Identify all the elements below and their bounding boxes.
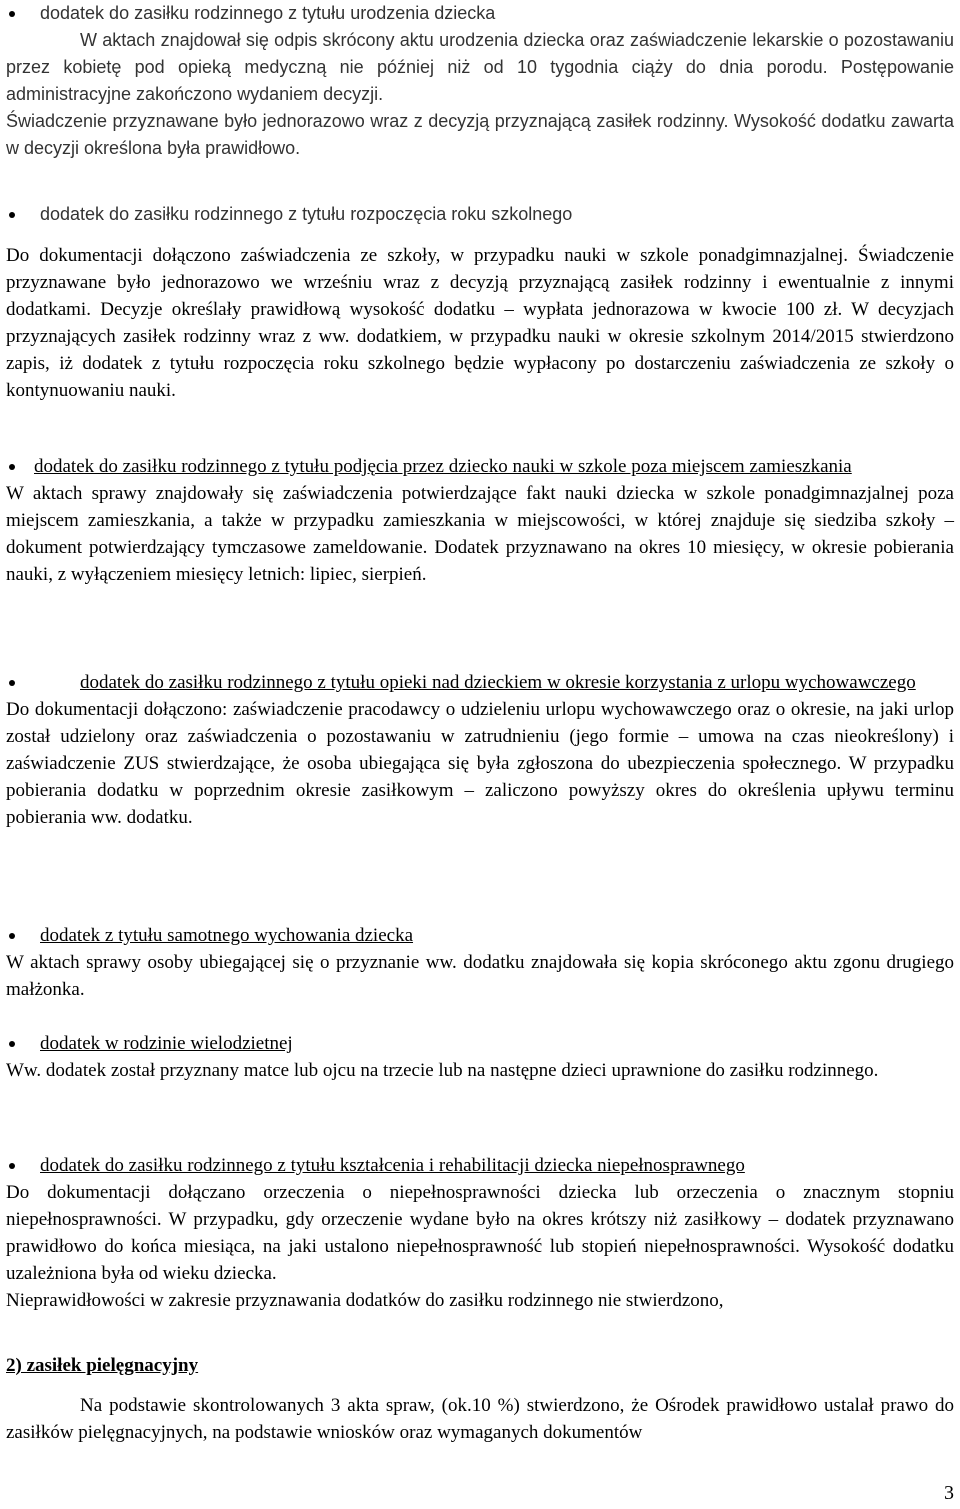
paragraph: Świadczenie przyznawane było jednorazowo wraz z decyzją przyznającą zasiłek rodzinny. Wysokość dodatku zawarta w decyzji określona była prawidłowo. bbox=[6, 111, 954, 158]
section-heading: dodatek z tytułu samotnego wychowania dziecka bbox=[40, 925, 414, 946]
bullet-heading bbox=[6, 201, 954, 228]
paragraph: Na podstawie skontrolowanych 3 akta spraw, (ok.10 %) stwierdzono, że Ośrodek prawidłowo ustalał prawo do zasiłków pielęgnacyjnych, na podstawie wniosków oraz wymaganych dokumentów bbox=[6, 1395, 954, 1443]
section-heading: dodatek do zasiłku rodzinnego z tytułu urodzenia dziecka bbox=[40, 3, 496, 23]
paragraph: Do dokumentacji dołączano orzeczenia o niepełnosprawności dziecka lub orzeczenia o znacznym stopniu niepełnosprawności. W przypadku, gdy orzeczenie wydane było na okres krótszy niż zasiłkowy – dodatek przyznawano prawidłowo do końca miesiąca, na jaki ustalono niepełnosprawność lub stopień niepełnosprawności. Wysokość dodatku uzależniona była od wieku dziecka. bbox=[6, 1182, 954, 1284]
summary-paragraph: Nieprawidłowości w zakresie przyznawania dodatków do zasiłku rodzinnego nie stwierdzono, bbox=[6, 1290, 724, 1311]
paragraph: W aktach sprawy znajdowały się zaświadczenia potwierdzające fakt nauki dziecka w szkole ponadgimnazjalnej poza miejscem zamieszkania, a także w przypadku zamieszkania w miejscowości, w której znajduje się siedziba szkoły – dokument potwierdzający tymczasowe zameldowanie. Dodatek przyznawano na okres 10 miesięcy, w okresie pobierania nauki, z wyłączeniem miesięcy letnich: lipiec, sierpień. bbox=[6, 483, 954, 585]
section-heading: dodatek w rodzinie wielodzietnej bbox=[40, 1033, 293, 1054]
section-heading: dodatek do zasiłku rodzinnego z tytułu podjęcia przez dziecko nauki w szkole poza miejscem zamieszkania bbox=[34, 456, 852, 477]
section-single-parent-supplement bbox=[6, 922, 954, 1003]
section-heading: dodatek do zasiłku rodzinnego z tytułu opieki nad dzieckiem w okresie korzystania z urlopu wychowawczego bbox=[80, 672, 916, 693]
bullet-heading bbox=[6, 0, 954, 27]
bullet-heading bbox=[6, 1152, 954, 1179]
paragraph: W aktach znajdował się odpis skrócony aktu urodzenia dziecka oraz zaświadczenie lekarskie o pozostawaniu przez kobietę pod opieką medyczną nie później niż od 10 tygodnia ciąży do dnia porodu. Postępowanie administracyjne zakończono wydaniem decyzji. bbox=[6, 30, 954, 104]
section-heading: 2) zasiłek pielęgnacyjny bbox=[6, 1355, 199, 1376]
bullet-heading bbox=[6, 453, 954, 480]
bullet-heading bbox=[6, 922, 954, 949]
section-care-allowance bbox=[6, 1352, 954, 1446]
section-large-family-supplement bbox=[6, 1030, 954, 1084]
section-school-year-supplement bbox=[6, 201, 954, 404]
section-parental-leave-supplement bbox=[6, 669, 954, 831]
section-heading: dodatek do zasiłku rodzinnego z tytułu rozpoczęcia roku szkolnego bbox=[40, 204, 573, 224]
paragraph: W aktach sprawy osoby ubiegającej się o przyznanie ww. dodatku znajdowała się kopia skróconego aktu zgonu drugiego małżonka. bbox=[6, 952, 954, 1000]
section-education-away-supplement bbox=[6, 453, 954, 588]
paragraph: Ww. dodatek został przyznany matce lub ojcu na trzecie lub na następne dzieci uprawnione do zasiłku rodzinnego. bbox=[6, 1060, 879, 1081]
bullet-heading bbox=[6, 669, 954, 696]
section-disabled-child-supplement bbox=[6, 1152, 954, 1314]
section-birth-supplement bbox=[6, 0, 954, 162]
bullet-heading bbox=[6, 1030, 954, 1057]
page-number: 3 bbox=[944, 1482, 954, 1504]
paragraph: Do dokumentacji dołączono: zaświadczenie pracodawcy o udzieleniu urlopu wychowawczego oraz o okresie, na jaki urlop został udzielony oraz zaświadczenia o pozostawaniu w zatrudnieniu (jego formie – umowa na czas nieokreślony) i zaświadczenie ZUS stwierdzające, że osoba ubiegająca się była zgłoszona do ubezpieczenia społecznego. W przypadku pobierania dodatku w poprzednim okresie zasiłkowym – zaliczono powyższy okres do określenia upływu terminu pobierania ww. dodatku. bbox=[6, 699, 954, 828]
section-heading: dodatek do zasiłku rodzinnego z tytułu kształcenia i rehabilitacji dziecka niepełnosprawnego bbox=[40, 1155, 745, 1176]
paragraph: Do dokumentacji dołączono zaświadczenia ze szkoły, w przypadku nauki w szkole ponadgimnazjalnej. Świadczenie przyznawane było jednorazowo we wrześniu wraz z decyzją przyznającą zasiłek rodzinny i ewentualnie z innymi dodatkami. Decyzje określały prawidłową wysokość dodatku – wypłata jednorazowa w kwocie 100 zł. W decyzjach przyznających zasiłek rodzinny wraz z ww. dodatkiem, w przypadku nauki w okresie szkolnym 2014/2015 stwierdzono zapis, iż dodatek z tytułu rozpoczęcia roku szkolnego będzie wypłacony po dostarczeniu zaświadczenia ze szkoły o kontynuowaniu nauki. bbox=[6, 245, 954, 401]
